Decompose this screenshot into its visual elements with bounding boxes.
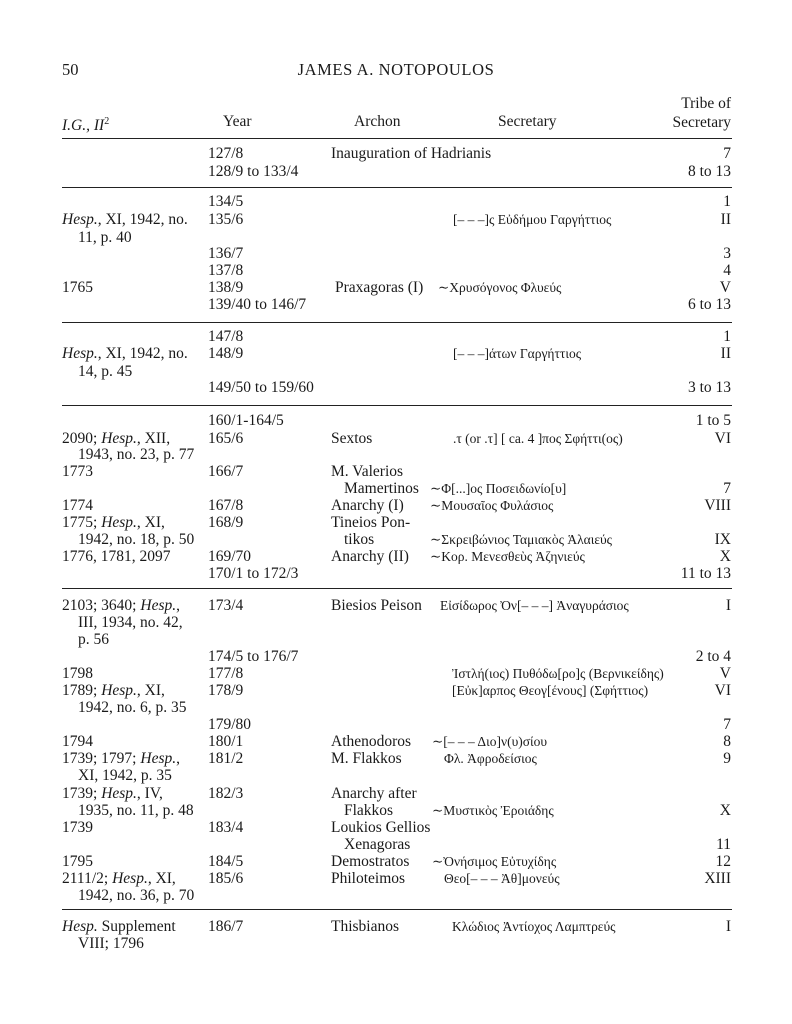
table-row: Mamertinos ∼Φ[...]ος Ποσειδωνίο[υ] 7 [344, 480, 731, 497]
table-row: 170/1 to 172/3 11 to 13 [208, 565, 731, 582]
table-row: 127/8 Inauguration of Hadrianis 7 [208, 145, 731, 162]
table-row: III, 1934, no. 42, [78, 614, 183, 631]
table-row: 1798 177/8 Ἰστλή(ιος) Πυθόδω[ρο]ς (Βερνικείδης) V [62, 665, 731, 682]
table-row: 1789; Hesp., XI, 178/9 [Εὐκ]αρπος Θεογ[ένους] (Σφήττιος) VI [62, 682, 731, 699]
table-row: 1794 180/1 Athenodoros ∼[– – – Διο]ν(υ)σίου 8 [62, 733, 731, 750]
table-row: 1774 167/8 Anarchy (I) ∼Μουσαῖος Φυλάσιος VIII [62, 497, 731, 514]
table-row: 1943, no. 23, p. 77 [78, 446, 195, 463]
table-row: 139/40 to 146/7 6 to 13 [208, 296, 731, 313]
page-number: 50 [62, 60, 79, 79]
table-row: 1942, no. 18, p. 50 tikos ∼Σκρειβώνιος Ταμιακὸς Ἁλαιεύς IX [78, 531, 731, 548]
table-row: 2103; 3640; Hesp., 173/4 Biesios Peison Εἰσίδωρος Ὀν[– – –] Ἀναγυράσιος I [62, 597, 731, 614]
running-head-author: JAMES A. NOTOPOULOS [297, 60, 495, 79]
header-rule [62, 138, 732, 139]
table-row: 128/9 to 133/4 8 to 13 [208, 163, 731, 180]
table-row: 1739; Hesp., IV, 182/3 Anarchy after [62, 785, 417, 802]
table-row: Hesp. Supplement 186/7 Thisbianos Κλώδιος Ἀντίοχος Λαμπτρεύς I [62, 918, 731, 935]
table-row: 179/80 7 [208, 716, 731, 733]
table-row: p. 56 [78, 631, 109, 648]
table-row: 2090; Hesp., XII, 165/6 Sextos .τ (or .τ] [ ca. 4 ]πος Σφήττι(ος) VI [62, 430, 731, 447]
section-rule [62, 322, 732, 323]
table-row: 134/5 1 [208, 193, 731, 210]
column-header-archon: Archon [354, 113, 401, 130]
column-header-secretary: Secretary [498, 113, 557, 130]
table-row: 136/7 3 [208, 245, 731, 262]
table-row: 1739; 1797; Hesp., 181/2 M. Flakkos Φλ. Ἀφροδείσιος 9 [62, 750, 731, 767]
table-row: 147/8 1 [208, 328, 731, 345]
table-row: VIII; 1796 [78, 935, 144, 952]
table-row: 137/8 4 [208, 262, 731, 279]
section-rule [62, 405, 732, 406]
table-row: 14, p. 45 [78, 363, 133, 380]
table-row: XI, 1942, p. 35 [78, 767, 172, 784]
table-row: Hesp., XI, 1942, no. 148/9 [– – –]άτων Γαργήττιος II [62, 345, 731, 362]
table-row: 1795 184/5 Demostratos ∼Ὀνήσιμος Εὐτυχίδης 12 [62, 853, 731, 870]
column-header-tribe: Tribe of Secretary [672, 95, 731, 131]
column-header-ig: I.G., $II^2$ [62, 116, 110, 135]
table-row: 1942, no. 6, p. 35 [78, 699, 187, 716]
table-row: 1776, 1781, 2097 169/70 Anarchy (II) ∼Κορ. Μενεσθεὺς Ἀζηνιεύς X [62, 548, 731, 565]
table-row: 174/5 to 176/7 2 to 4 [208, 648, 731, 665]
table-row: 1773 166/7 M. Valerios [62, 463, 404, 480]
column-header-year: Year [223, 113, 252, 130]
table-row: 1775; Hesp., XI, 168/9 Tineios Pon- [62, 514, 411, 531]
table-row: 149/50 to 159/60 3 to 13 [208, 379, 731, 396]
table-row: 1935, no. 11, p. 48 Flakkos ∼Μυστικὸς Ἐροιάδης X [78, 802, 731, 819]
table-row: 1739 183/4 Loukios Gellios [62, 819, 431, 836]
table-row: 1942, no. 36, p. 70 [78, 887, 195, 904]
table-row: 1765 138/9 Praxagoras (I) ∼Χρυσόγονος Φλυεύς V [62, 279, 731, 296]
table-row: Xenagoras 11 [344, 836, 731, 853]
table-row: 160/1-164/5 1 to 5 [208, 412, 731, 429]
section-rule [62, 909, 732, 910]
section-rule [62, 588, 732, 589]
table-row: 11, p. 40 [78, 229, 132, 246]
table-row: Hesp., XI, 1942, no. 135/6 [– – –]ς Εὐδήμου Γαργήττιος II [62, 211, 731, 228]
section-rule [62, 187, 732, 188]
table-row: 2111/2; Hesp., XI, 185/6 Philoteimos Θεο[– – – Ἀθ]μονεύς XIII [62, 870, 731, 887]
